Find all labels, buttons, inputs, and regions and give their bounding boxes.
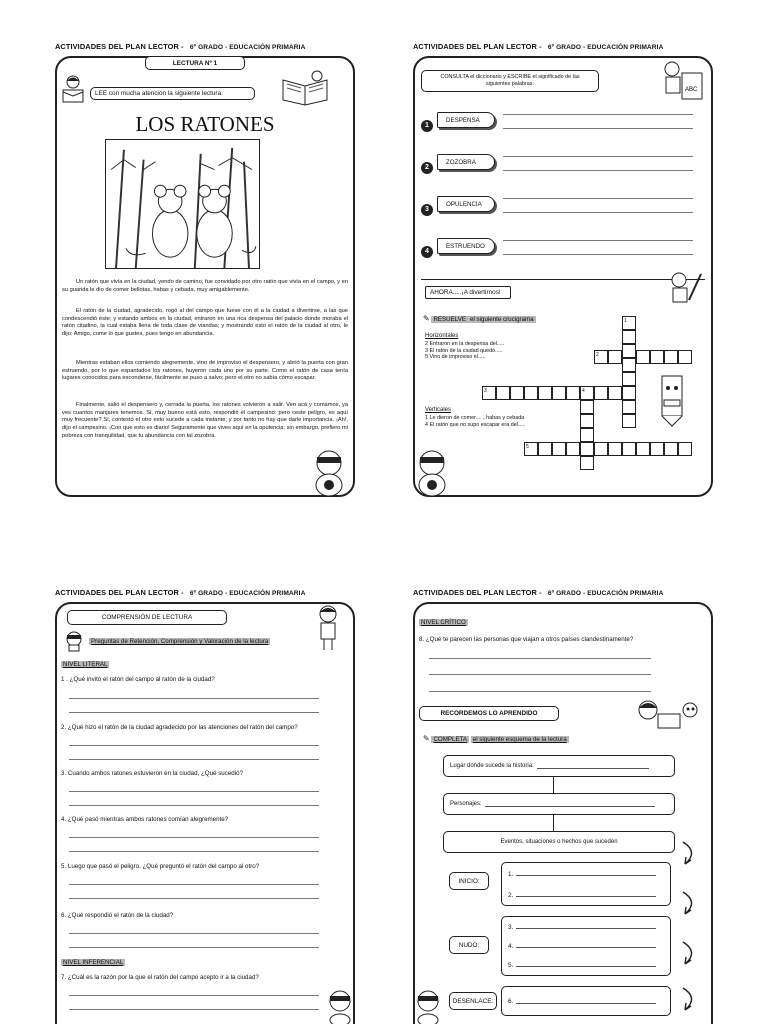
word-estruendo: ESTRUENDO	[437, 238, 495, 254]
personajes-box[interactable]: Personajes:	[443, 793, 675, 815]
question: 8. ¿Qué te parecen las personas que viajan a otros países clandestinamente?	[419, 636, 634, 643]
answer-line[interactable]	[69, 698, 319, 699]
question: 6. ¿Qué respondió el ratón de la ciudad?	[61, 912, 174, 919]
mascot-icon	[310, 447, 348, 497]
answer-line[interactable]	[69, 995, 319, 996]
crossword-cell[interactable]	[608, 442, 622, 456]
crossword-cell[interactable]	[622, 372, 636, 386]
answer-line[interactable]	[69, 1009, 319, 1010]
crossword-cell[interactable]	[566, 386, 580, 400]
pencil-character-icon	[653, 372, 691, 428]
number-badge: 3	[421, 204, 433, 216]
answer-line[interactable]	[516, 942, 656, 948]
answer-line[interactable]	[69, 791, 319, 792]
crossword-cell[interactable]: 2	[594, 350, 608, 364]
answer-line[interactable]	[485, 801, 655, 807]
mascot-icon	[413, 447, 451, 497]
completa-instruction: ✎ COMPLETA el siguiente esquema de la lectura	[423, 734, 567, 743]
crossword-cell[interactable]	[622, 344, 636, 358]
answer-line[interactable]	[429, 674, 651, 675]
nivel-inferencial-label: NIVEL INFERENCIAL	[63, 959, 124, 966]
story-paragraph: Finalmente, salió el despensero y, cerrada la puerta, los ratones volvieron a salir. Ven acá y comamos, ya ves cuantos manjares tenemos. Si, muy bueno está esto, respondió el campesino: pero ceste peligro, es aquí muy frecuente? Sí, contestó el otro esto sucede a cada instante; y por tanto no hay que darle importancia. ¡Ah!, dijo el campesino. ¡Con que esto es diario! Seguramente que vives aquí en la opulencia; sin embargo, prefiero mi pobreza con tranquilidad, que tu abundancia con tal zozobra.	[62, 402, 348, 439]
page-vocabulario	[413, 42, 713, 497]
page-header: ACTIVIDADES DEL PLAN LECTOR - 6º GRADO - EDUCACIÓN PRIMARIA	[413, 42, 664, 51]
answer-line[interactable]	[516, 923, 656, 929]
page-lectura	[55, 42, 355, 497]
consulta-instruction: CONSULTA el diccionario y ESCRIBE el significado de las siguientes palabras:	[421, 70, 599, 92]
divider	[421, 279, 705, 280]
story-paragraph: Mientras estaban ellos comiendo alegremente, vino de improviso el despensero, y abrió la puerta con gran estruendo, por lo que espantados los ratones, huyeron cada uno por su parte. Como el ratón de casa tenía lugares conocidos para esconderse, fácilmente se puso a salvo; pero el otro no sabía cómo escapar.	[62, 360, 348, 382]
crossword-cell[interactable]	[622, 358, 636, 372]
desenlace-label: DESENLACE:	[449, 992, 497, 1010]
desenlace-box[interactable]: 6.	[501, 986, 671, 1016]
lectura-tag: LECTURA Nº 1	[145, 56, 245, 70]
crossword-cell[interactable]	[510, 386, 524, 400]
connector	[553, 815, 554, 831]
page-header: ACTIVIDADES DEL PLAN LECTOR - 6º GRADO - EDUCACIÓN PRIMARIA	[413, 588, 664, 597]
page-header: ACTIVIDADES DEL PLAN LECTOR - 6º GRADO - EDUCACIÓN PRIMARIA	[55, 588, 306, 597]
kid-with-book-icon	[658, 59, 706, 103]
answer-line[interactable]	[69, 851, 319, 852]
crossword-cell[interactable]	[496, 386, 510, 400]
question: 5. Luego que pasó el peligro, ¿Qué preguntó el ratón del campo al otro?	[61, 863, 260, 870]
answer-line[interactable]	[516, 961, 656, 967]
story-title: LOS RATONES	[135, 112, 275, 136]
lectura-instruction: LEE con mucha atención la siguiente lectura:	[90, 87, 255, 100]
inicio-label: INICIO:	[449, 872, 489, 890]
pencil-icon: ✎	[423, 314, 430, 323]
page-comprension	[55, 588, 355, 1024]
answer-line[interactable]	[69, 898, 319, 899]
crossword-cell[interactable]	[650, 350, 664, 364]
crossword-cell[interactable]	[524, 386, 538, 400]
crossword-cell[interactable]	[678, 442, 692, 456]
eventos-box: Eventos, situaciones o hechos que suceden	[443, 831, 675, 853]
kid-icon	[311, 604, 345, 652]
answer-line[interactable]	[503, 170, 693, 171]
crossword-cell[interactable]	[580, 456, 594, 470]
resuelve-instruction: ✎ RESUELVE el siguiente crucigrama	[423, 314, 534, 323]
connector	[553, 777, 554, 793]
svg-text:ABC: ABC	[685, 87, 698, 93]
crossword-cell[interactable]	[552, 386, 566, 400]
crossword-cell[interactable]	[608, 350, 622, 364]
kid-pencil-icon	[665, 270, 703, 304]
answer-line[interactable]	[69, 712, 319, 713]
answer-line[interactable]	[503, 114, 693, 115]
answer-line[interactable]	[537, 763, 649, 769]
answer-line[interactable]	[429, 658, 651, 659]
question: 2. ¿Qué hizo el ratón de la ciudad agradecido por las atenciones del ratón del campo?	[61, 724, 298, 731]
number-badge: 1	[421, 120, 433, 132]
mice-illustration	[105, 139, 260, 269]
crossword-cell[interactable]	[580, 442, 594, 456]
crossword-cell[interactable]	[622, 330, 636, 344]
crossword-cell[interactable]	[538, 442, 552, 456]
answer-line[interactable]	[69, 947, 319, 948]
crossword-cell[interactable]	[566, 442, 580, 456]
crossword-cell[interactable]	[622, 386, 636, 400]
answer-line[interactable]	[503, 128, 693, 129]
recordemos-title: RECORDEMOS LO APRENDIDO	[419, 706, 559, 721]
open-book-icon	[281, 70, 329, 106]
crossword-cell[interactable]	[552, 442, 566, 456]
answer-line[interactable]	[503, 240, 693, 241]
crossword-cell[interactable]: 1	[622, 316, 636, 330]
word-opulencia: OPULENCIA	[437, 196, 495, 212]
lugar-box[interactable]: Lugar donde sucede la historia:	[443, 755, 675, 777]
crossword-cell[interactable]	[622, 442, 636, 456]
answer-line[interactable]	[69, 805, 319, 806]
nudo-label: NUDO:	[449, 936, 489, 954]
reading-kid-icon	[59, 74, 91, 108]
word-zozobra: ZOZOBRA	[437, 154, 495, 170]
horizontales-clues: Horizontales 2 Entraron en la despensa del..... 3 El ratón de la ciudad quedó..... 5 Vino de improviso el.....	[425, 333, 505, 361]
story-paragraph: Un ratón que vivía en la ciudad, yendo de camino, fue convidado por otro ratón que vivía en el campo, y en su guarida le dio de comer bellotas, habas y cebada, muy amigablemente.	[62, 279, 348, 293]
question: 1 . ¿Qué invitó el ratón del campo al ratón de la ciudad?	[61, 676, 215, 683]
mascot-icon	[325, 988, 355, 1024]
question: 7. ¿Cuál es la razón por la que el ratón del campo acepto ir a la ciudad?	[61, 974, 259, 981]
answer-line[interactable]	[516, 870, 656, 876]
crossword-cell[interactable]	[608, 386, 622, 400]
nivel-critico-label: NIVEL CRÍTICO	[421, 619, 466, 626]
curved-arrows-icon	[677, 838, 701, 1018]
story-paragraph: El ratón de la ciudad, agradecido, rogó al del campo que fuese con él a la ciudad a divertirse, a las que condescendió éste; y estando ambos en la ciudad, entraron en una rica despensa del palacio donde moraba el ratón citadino, la cual estaba llena de toda clase de viandas; y mostrando esto el ratón de la ciudad al otro, le dijo: Amigo, come lo que gustes, pues tengo en abundancia.	[62, 308, 348, 338]
ahora-label: AHORA.....¡A divertirnos!	[425, 286, 511, 299]
crossword-cell[interactable]	[580, 428, 594, 442]
comprension-title: COMPRENSIÓN DE LECTURA	[67, 610, 227, 625]
crossword-cell[interactable]	[594, 442, 608, 456]
number-badge: 4	[421, 246, 433, 258]
page-header: ACTIVIDADES DEL PLAN LECTOR - 6º GRADO - EDUCACIÓN PRIMARIA	[55, 42, 306, 51]
preguntas-instruction: Preguntas de Retención, Comprensión y Valoración de la lectura	[91, 638, 269, 645]
answer-line[interactable]	[503, 156, 693, 157]
crossword-cell[interactable]	[538, 386, 552, 400]
answer-line[interactable]	[69, 759, 319, 760]
kid-reading-icon	[628, 698, 700, 732]
mascot-small-icon	[63, 630, 85, 652]
page-esquema	[413, 588, 713, 1024]
crossword-cell[interactable]	[664, 442, 678, 456]
answer-line[interactable]	[516, 998, 656, 1004]
answer-line[interactable]	[69, 837, 319, 838]
crossword-cell[interactable]	[622, 414, 636, 428]
answer-line[interactable]	[69, 745, 319, 746]
crossword-cell[interactable]	[650, 442, 664, 456]
inicio-box[interactable]: 1. 2.	[501, 862, 671, 906]
crossword-cell[interactable]	[594, 386, 608, 400]
word-despensa: DESPENSA	[437, 112, 495, 128]
question: 3. Cuando ambos ratones estuvieron en la ciudad, ¿Qué sucedió?	[61, 770, 243, 777]
crossword-cell[interactable]	[580, 400, 594, 414]
nudo-box[interactable]: 3. 4. 5.	[501, 916, 671, 976]
mascot-icon	[413, 988, 443, 1024]
answer-line[interactable]	[503, 212, 693, 213]
answer-line[interactable]	[503, 254, 693, 255]
crossword-cell[interactable]	[636, 442, 650, 456]
crossword-cell[interactable]	[622, 400, 636, 414]
nivel-literal-label: NIVEL LITERAL	[63, 661, 108, 668]
pencil-icon: ✎	[423, 734, 430, 743]
number-badge: 2	[421, 162, 433, 174]
answer-line[interactable]	[69, 933, 319, 934]
crossword-cell[interactable]: 5	[524, 442, 538, 456]
question: 4. ¿Qué pasó mientras ambos ratones comían alegremente?	[61, 816, 229, 823]
crossword-cell[interactable]: 4	[580, 386, 594, 400]
crossword-cell[interactable]	[678, 350, 692, 364]
answer-line[interactable]	[69, 884, 319, 885]
crossword-cell[interactable]	[636, 350, 650, 364]
crossword-cell[interactable]: 3	[482, 386, 496, 400]
answer-line[interactable]	[503, 198, 693, 199]
crossword-cell[interactable]	[664, 350, 678, 364]
answer-line[interactable]	[516, 891, 656, 897]
answer-line[interactable]	[429, 691, 651, 692]
verticales-clues: Verticales 1 Le dieron de comer.... , habas y cebada 4 El ratón que no supo escapar era del.....	[425, 407, 526, 428]
crossword-cell[interactable]	[580, 414, 594, 428]
